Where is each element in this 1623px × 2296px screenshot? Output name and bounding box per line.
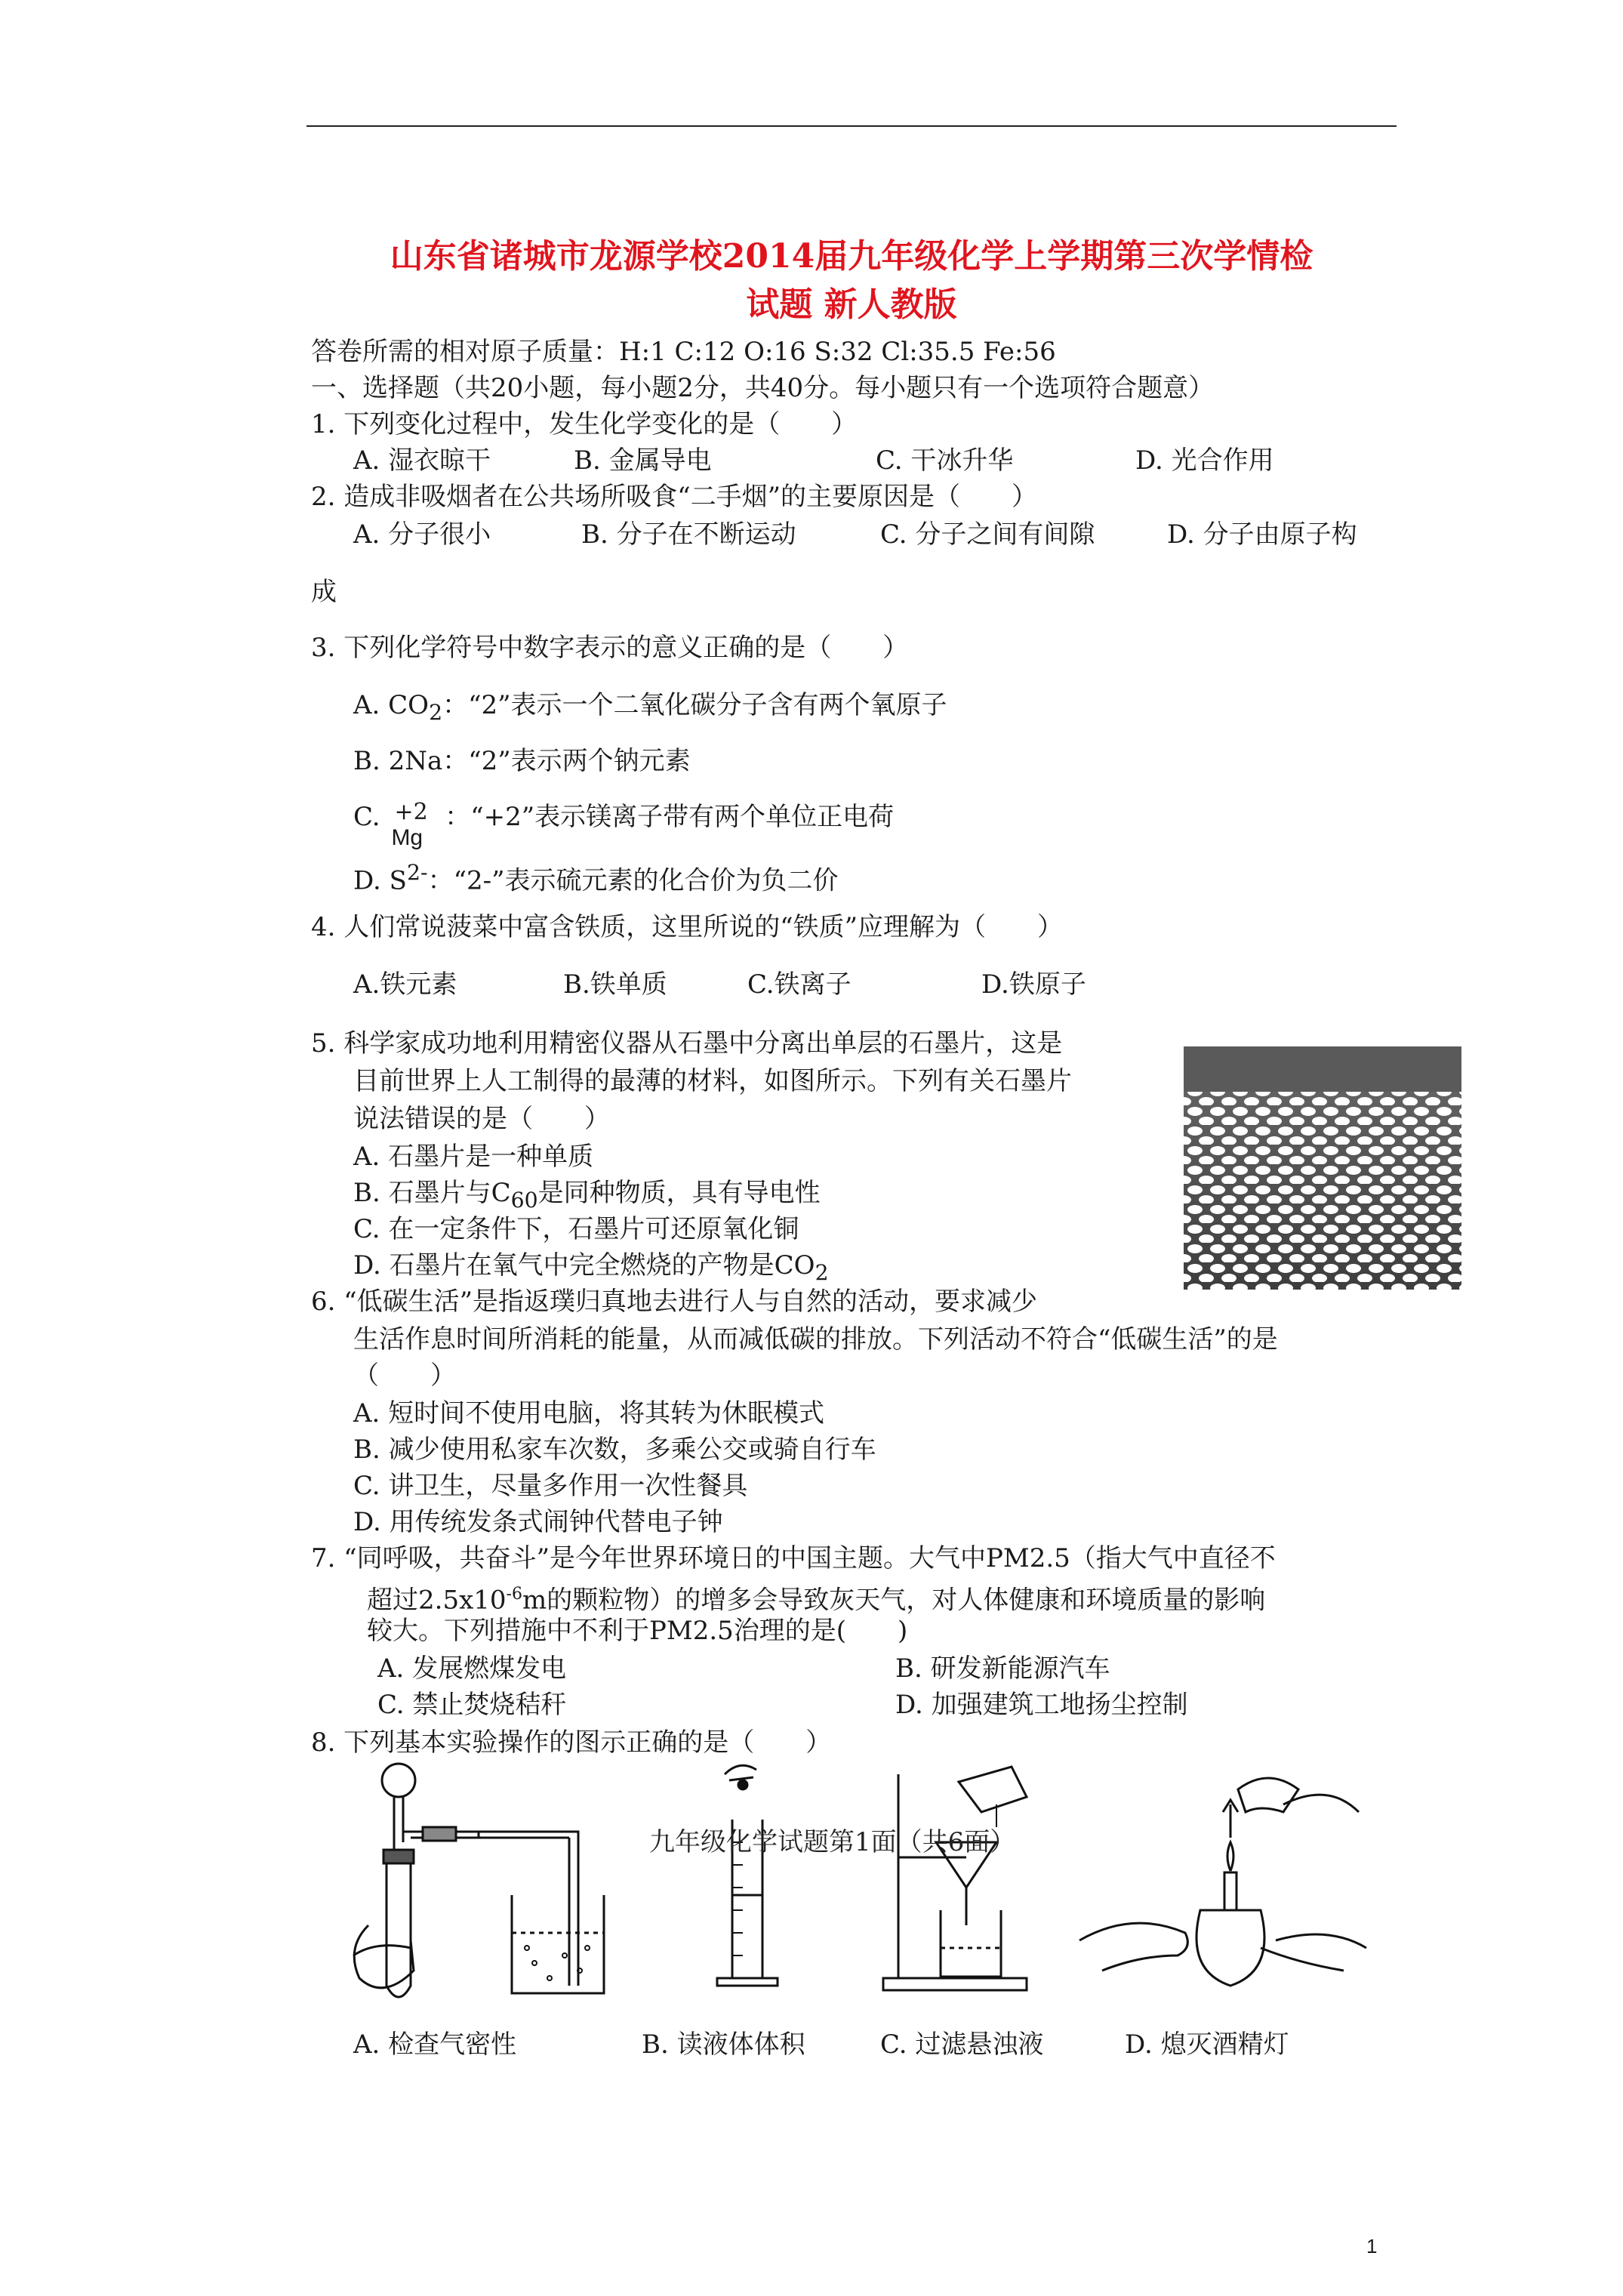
q7-stem-line-2: 超过$2.5x10^{-6}m$的颗粒物）的增多会导致灰天气，对人体健康和环境质量的影响 <box>367 1585 1266 1616</box>
q4-option-c: C.铁离子 <box>747 969 852 1000</box>
q4-stem: 4. 人们常说菠菜中富含铁质，这里所说的“铁质”应理解为（ ） <box>311 912 1064 942</box>
page-footer-overlay: 九年级化学试题第1面（共6面） <box>649 1827 1016 1857</box>
q2-option-c: C. 分子之间有间隙 <box>880 519 1095 550</box>
q3-stem: 3. 下列化学符号中数字表示的意义正确的是（ ） <box>311 633 909 663</box>
q8-stem: 8. 下列基本实验操作的图示正确的是（ ） <box>311 1727 832 1758</box>
q5-stem-line-1: 5. 科学家成功地利用精密仪器从石墨中分离出单层的石墨片，这是 <box>311 1028 1063 1059</box>
q7-stem-line-3: 较大。下列措施中不利于PM2.5治理的是( ) <box>367 1616 908 1646</box>
q7-option-d: D. 加强建筑工地扬尘控制 <box>895 1690 1188 1720</box>
figure-alcohol-lamp <box>1057 1759 1374 2016</box>
q7-option-c: C. 禁止焚烧秸秆 <box>377 1690 567 1720</box>
q6-stem-line-1: 6. “低碳生活”是指返璞归真地去进行人与自然的活动，要求减少 <box>311 1287 1038 1317</box>
q1-stem: 1. 下列变化过程中，发生化学变化的是（ ） <box>311 409 858 439</box>
q8-option-b: B. 读液体体积 <box>642 2029 805 2060</box>
figure-graduated-cylinder <box>664 1759 815 2016</box>
page-number: 1 <box>1366 2235 1378 2257</box>
q5-option-d: D. 石墨片在氧气中完全燃烧的产物是$CO_2$ <box>353 1250 829 1285</box>
q1-option-c: C. 干冰升华 <box>876 445 1014 476</box>
q5-stem-line-2: 目前世界上人工制得的最薄的材料，如图所示。下列有关石墨片 <box>353 1066 1072 1096</box>
graphene-lattice-image <box>1184 1046 1461 1290</box>
q1-option-b: B. 金属导电 <box>574 445 712 476</box>
q4-option-b: B.铁单质 <box>563 969 667 1000</box>
q6-option-c: C. 讲卫生，尽量多作用一次性餐具 <box>353 1471 748 1501</box>
q1-option-a: A. 湿衣晾干 <box>353 445 491 476</box>
q2-option-a: A. 分子很小 <box>353 519 491 550</box>
q2-option-d: D. 分子由原子构 <box>1167 519 1357 550</box>
q6-option-d: D. 用传统发条式闹钟代替电子钟 <box>353 1507 723 1537</box>
q7-option-b: B. 研发新能源汽车 <box>895 1653 1110 1684</box>
section-heading: 一、选择题（共20小题，每小题2分，共40分。每小题只有一个选项符合题意） <box>311 373 1215 403</box>
mg-valence-symbol: +2 Mg <box>391 799 428 850</box>
q4-option-a: A.铁元素 <box>353 969 457 1000</box>
q3-option-c: C. +2 Mg ：“+2”表示镁离子带有两个单位正电荷 <box>353 799 895 850</box>
q5-option-a: A. 石墨片是一种单质 <box>353 1142 594 1172</box>
q5-option-c: C. 在一定条件下，石墨片可还原氧化铜 <box>353 1214 799 1244</box>
q8-option-c: C. 过滤悬浊液 <box>880 2029 1044 2060</box>
atomic-mass-note: 答卷所需的相对原子质量：H:1 C:12 O:16 S:32 Cl:35.5 Fe:56 <box>311 337 1056 367</box>
q2-option-b: B. 分子在不断运动 <box>581 519 796 550</box>
q3-option-d: D. $S^{2-}$：“2-”表示硫元素的化合价为负二价 <box>353 860 839 896</box>
figure-filtration <box>868 1759 1064 2016</box>
q6-stem-line-3: （ ） <box>353 1361 456 1391</box>
document-title-line-1: 山东省诸城市龙源学校2014届九年级化学上学期第三次学情检 <box>390 237 1313 276</box>
q3-option-a: A. $CO_2$：“2”表示一个二氧化碳分子含有两个氧原子 <box>353 690 947 725</box>
q1-option-d: D. 光合作用 <box>1135 445 1274 476</box>
q2-stem: 2. 造成非吸烟者在公共场所吸食“二手烟”的主要原因是（ ） <box>311 482 1038 512</box>
q5-option-b: B. 石墨片与$C_{60}$是同种物质，具有导电性 <box>353 1178 821 1213</box>
q5-stem-line-3: 说法错误的是（ ） <box>353 1104 610 1134</box>
header-rule <box>306 125 1397 127</box>
q7-stem-line-1: 7. “同呼吸，共奋斗”是今年世界环境日的中国主题。大气中PM2.5（指大气中直径不 <box>311 1543 1276 1573</box>
figure-airtightness-check <box>338 1759 610 2016</box>
q6-stem-line-2: 生活作息时间所消耗的能量，从而减低碳的排放。下列活动不符合“低碳生活”的是 <box>353 1324 1278 1354</box>
q4-option-d: D.铁原子 <box>981 969 1086 1000</box>
q2-option-d-wrap: 成 <box>311 577 337 607</box>
q6-option-a: A. 短时间不使用电脑，将其转为休眠模式 <box>353 1398 825 1428</box>
document-title-line-2: 试题 新人教版 <box>746 285 957 324</box>
q8-option-d: D. 熄灭酒精灯 <box>1125 2029 1289 2060</box>
q7-option-a: A. 发展燃煤发电 <box>377 1653 567 1684</box>
q3-option-b: B. 2Na：“2”表示两个钠元素 <box>353 746 691 776</box>
q8-option-a: A. 检查气密性 <box>353 2029 517 2060</box>
q6-option-b: B. 减少使用私家车次数，多乘公交或骑自行车 <box>353 1435 876 1465</box>
